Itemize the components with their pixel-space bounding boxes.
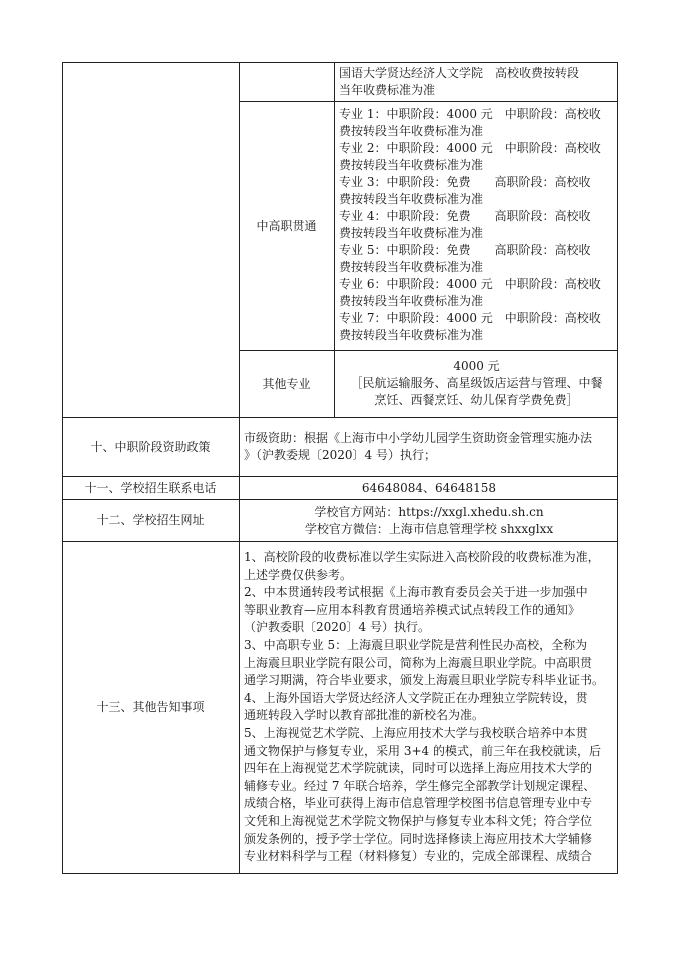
table-bottom-border	[62, 873, 618, 874]
note-line: 通学习期满，符合毕业要求，颁发上海震旦职业学院专科毕业证书。	[244, 673, 605, 688]
note-line: 专业材料科学与工程（材料修复）专业的，完成全部课程、成绩合	[244, 849, 593, 864]
table-right-border	[617, 62, 618, 874]
fee-line: 费按转段当年收费标准为准	[339, 158, 484, 172]
policy-line: 市级资助：根据《上海市中小学幼儿园学生资助资金管理实施办法	[244, 431, 593, 445]
note-line: 上海震旦职业学院有限公司，简称为上海震旦职业学院。中高职贯	[244, 655, 593, 670]
fee-line: 专业 7：中职阶段：4000 元 中职阶段：高校收	[339, 311, 601, 325]
zhonggao-fees	[339, 106, 614, 350]
table-top-border	[62, 62, 618, 63]
note-line: 等职业教育—应用本科教育贯通培养模式试点转段工作的通知》	[244, 602, 581, 617]
subsidy-content	[244, 430, 614, 470]
note-line: 四年在上海视觉艺术学院就读，同时可以选择上海应用技术大学的	[244, 761, 593, 776]
note-line: 4、上海外国语大学贤达经济人文学院正在办理独立学院转设，贯	[244, 690, 588, 705]
fee-line: 费按转段当年收费标准为准	[339, 192, 484, 206]
notes-label-text: 十三、其他告知事项	[96, 700, 205, 714]
website-label-text: 十二、学校招生网址	[96, 513, 205, 527]
info-table	[62, 62, 618, 874]
notes-content	[244, 549, 614, 873]
note-line: 上述学费仅供参考。	[244, 567, 353, 582]
gaozhi-university-cell	[339, 65, 614, 101]
website-link[interactable]: 学校官方网站：https://xxgl.xhedu.sh.cn	[314, 505, 544, 519]
fee-line: 费按转段当年收费标准为准	[339, 124, 484, 138]
zhonggao-label-text: 中高职贯通	[256, 218, 317, 233]
fee-line: 费按转段当年收费标准为准	[339, 328, 484, 342]
note-line: 2、中本贯通转段考试根据《上海市教育委员会关于进一步加强中	[244, 585, 588, 600]
column-divider	[334, 62, 335, 417]
fee-line: 专业 5：中职阶段：免费 高职阶段：高校收	[339, 243, 591, 257]
other-majors-label	[239, 351, 334, 417]
cell-line: 当年收费标准为准	[339, 83, 436, 97]
fee-line: 专业 4：中职阶段：免费 高职阶段：高校收	[339, 209, 591, 223]
website-content	[244, 504, 614, 540]
website-label	[62, 500, 239, 541]
phone-label-text: 十一、学校招生联系电话	[84, 480, 217, 495]
subsidy-label-text: 十、中职阶段资助政策	[90, 439, 211, 454]
cell-line: 国语大学贤达经济人文学院 高校收费按转段	[339, 66, 580, 80]
phone-label	[62, 477, 239, 499]
note-line: 1、高校阶段的收费标准以学生实际进入高校阶段的收费标准为准，	[244, 550, 600, 564]
note-line: 5、上海视觉艺术学院、上海应用技术大学与我校联合培养中本贯	[244, 725, 588, 740]
zhonggao-label	[239, 102, 334, 350]
fee-line: 专业 2：中职阶段：4000 元 中职阶段：高校收	[339, 141, 601, 155]
note-line: 颁发条例的，授予学士学位。同时选择修读上海应用技术大学辅修	[244, 831, 593, 846]
fee-line: 烹饪、西餐烹饪、幼儿保育学费免费］	[374, 393, 579, 407]
fee-line: 4000 元	[453, 359, 500, 373]
wechat-account: 学校官方微信：上海市信息管理学校 shxxglxx	[304, 522, 554, 536]
note-line: 辅修专业。经过 7 年联合培养，学生修完全部教学计划规定课程、	[244, 778, 596, 793]
fee-line: 专业 1：中职阶段：4000 元 中职阶段：高校收	[339, 107, 601, 121]
note-line: （沪教委职〔2020〕4 号）执行。	[244, 620, 430, 635]
note-line: 3、中高职专业 5：上海震旦职业学院是营利性民办高校，全称为	[244, 637, 588, 652]
subsidy-label	[62, 418, 239, 476]
other-majors-label-text: 其他专业	[262, 376, 311, 391]
note-line: 通文物保护与修复专业，采用 3+4 的模式，前三年在我校就读，后	[244, 743, 601, 758]
notes-label	[62, 542, 239, 873]
other-majors-fees	[339, 358, 614, 416]
phone-number[interactable]: 64648084、64648158	[361, 481, 497, 495]
fee-line: 费按转段当年收费标准为准	[339, 260, 484, 274]
note-line: 文凭和上海视觉艺术学院文物保护与修复专业本科文凭；符合学位	[244, 813, 593, 828]
note-line: 通班转段入学时以教育部批准的新校名为准。	[244, 708, 485, 723]
note-line: 成绩合格，毕业可获得上海市信息管理学校图书信息管理专业中专	[244, 796, 593, 811]
policy-line: 》（沪教委规〔2020〕4 号）执行；	[244, 448, 436, 462]
fee-line: ［民航运输服务、高星级饭店运营与管理、中餐	[350, 376, 603, 390]
fee-line: 费按转段当年收费标准为准	[339, 226, 484, 240]
fee-line: 费按转段当年收费标准为准	[339, 294, 484, 308]
fee-line: 专业 3：中职阶段：免费 高职阶段：高校收	[339, 175, 591, 189]
phone-value	[244, 480, 614, 498]
fee-line: 专业 6：中职阶段：4000 元 中职阶段：高校收	[339, 277, 601, 291]
